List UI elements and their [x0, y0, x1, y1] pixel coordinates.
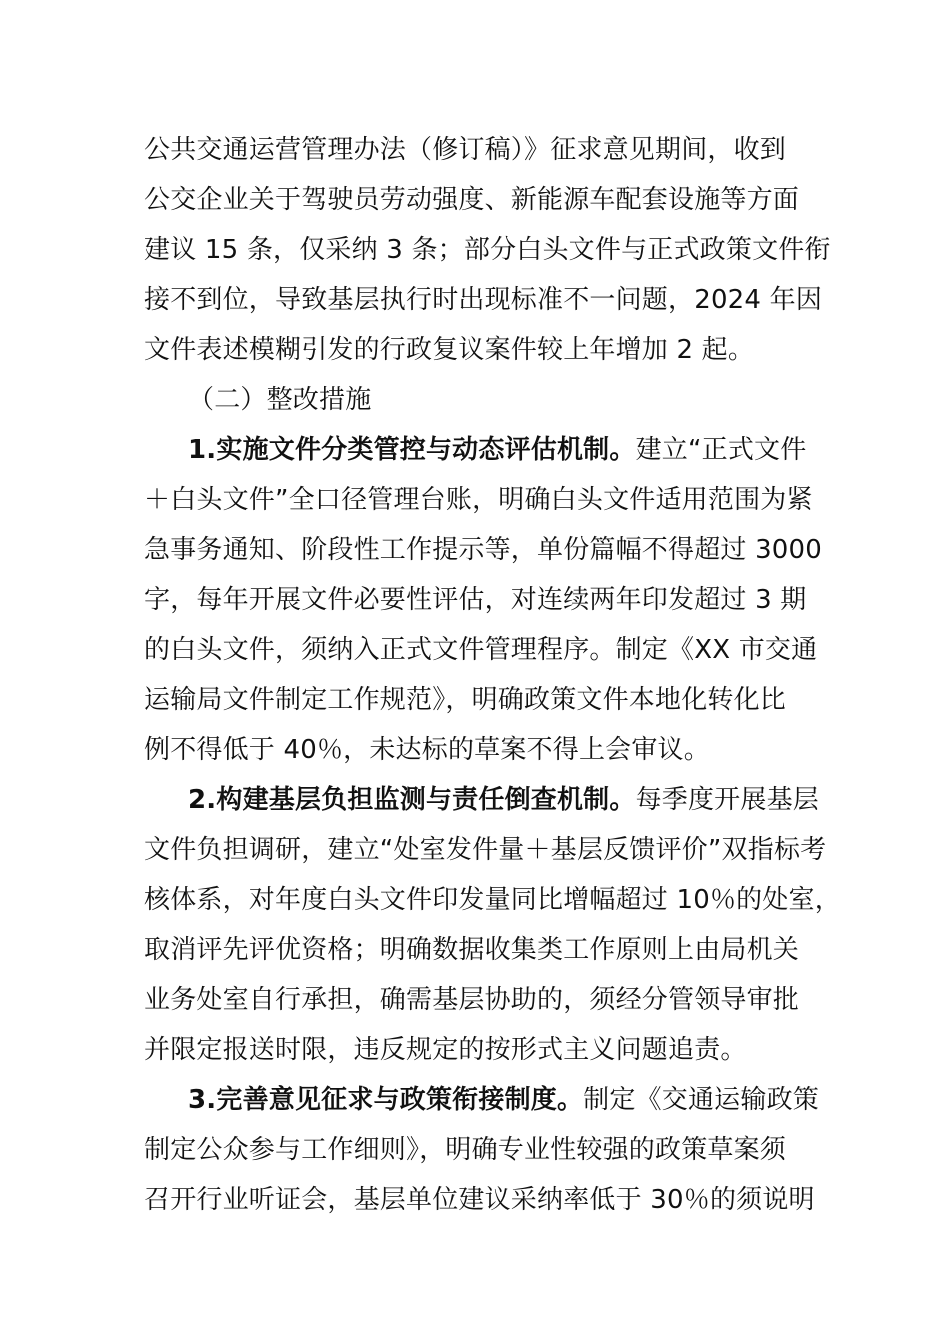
- body-text-line: 公共交通运营管理办法（修订稿）》征求意见期间，收到: [144, 135, 787, 165]
- section-heading: （二）整改措施: [188, 385, 372, 415]
- body-text-line: 文件负担调研，建立“处室发件量＋基层反馈评价”双指标考: [144, 835, 827, 865]
- measure-2-first-line: [188, 775, 819, 825]
- body-text-line: ＋白头文件”全口径管理台账，明确白头文件适用范围为紧: [144, 485, 813, 515]
- measure-3-first-line: [188, 1075, 819, 1125]
- measure-1-first-line: [188, 425, 806, 475]
- body-text-line: 取消评先评优资格；明确数据收集类工作原则上由局机关: [144, 935, 800, 965]
- body-text-line: 召开行业听证会，基层单位建议采纳率低于 30％的须说明: [144, 1185, 815, 1215]
- body-text-line: 制定公众参与工作细则》，明确专业性较强的政策草案须: [144, 1135, 787, 1165]
- body-text-line: 接不到位，导致基层执行时出现标准不一问题，2024 年因: [144, 285, 823, 315]
- body-text-line: 例不得低于 40％，未达标的草案不得上会审议。: [144, 735, 710, 765]
- measure-1-text: 建立“正式文件: [635, 435, 807, 465]
- measure-3-title: 3.完善意见征求与政策衔接制度。: [188, 1085, 584, 1115]
- body-text-line: 急事务通知、阶段性工作提示等，单份篇幅不得超过 3000: [144, 535, 823, 565]
- body-text-line: 建议 15 条，仅采纳 3 条；部分白头文件与正式政策文件衔: [144, 235, 831, 265]
- body-text-line: 公交企业关于驾驶员劳动强度、新能源车配套设施等方面: [144, 185, 800, 215]
- body-text-line: 的白头文件，须纳入正式文件管理程序。制定《XX 市交通: [144, 635, 818, 665]
- body-text-line: 并限定报送时限，违反规定的按形式主义问题追责。: [144, 1035, 747, 1065]
- measure-2-text: 每季度开展基层: [635, 785, 819, 815]
- body-text-line: 文件表述模糊引发的行政复议案件较上年增加 2 起。: [144, 335, 755, 365]
- measure-1-title: 1.实施文件分类管控与动态评估机制。: [188, 435, 636, 465]
- measure-3-text: 制定《交通运输政策: [583, 1085, 819, 1115]
- body-text-line: 字，每年开展文件必要性评估，对连续两年印发超过 3 期: [144, 585, 807, 615]
- measure-2-title: 2.构建基层负担监测与责任倒查机制。: [188, 785, 636, 815]
- body-text-line: 运输局文件制定工作规范》，明确政策文件本地化转化比: [144, 685, 787, 715]
- body-text-line: 核体系，对年度白头文件印发量同比增幅超过 10％的处室，: [144, 885, 841, 915]
- body-text-line: 业务处室自行承担，确需基层协助的，须经分管领导审批: [144, 985, 800, 1015]
